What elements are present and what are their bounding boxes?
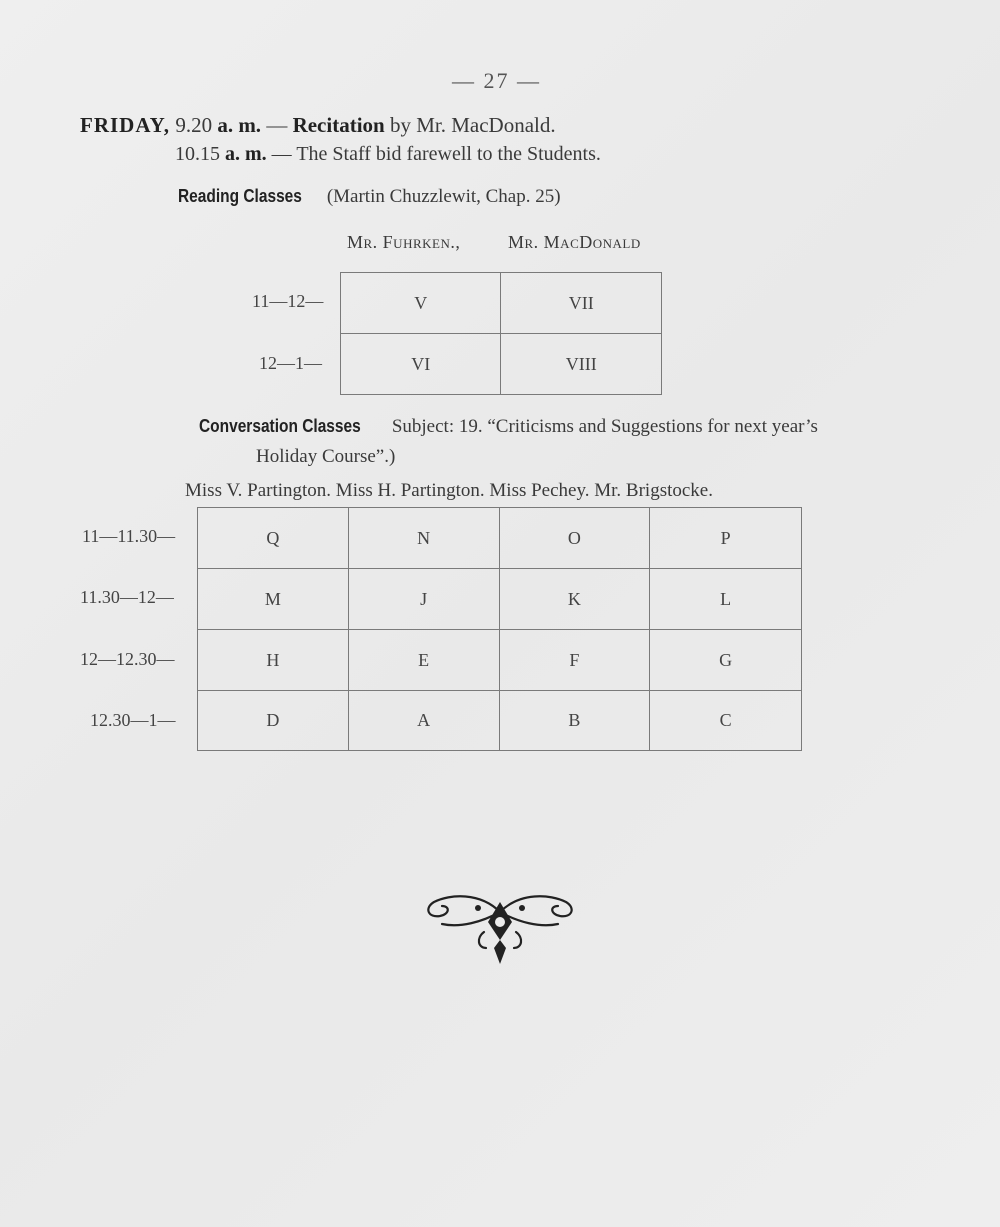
conversation-title: Conversation Classes	[199, 416, 361, 436]
conversation-classes-heading	[199, 416, 818, 438]
ampm-2: a. m.	[225, 143, 267, 165]
table-cell: A	[348, 691, 499, 751]
dash-1: —	[266, 113, 288, 137]
table-cell: E	[348, 630, 499, 691]
event-1-detail: by Mr. MacDonald.	[389, 113, 556, 137]
table-cell: Q	[198, 508, 349, 569]
table-cell: VIII	[501, 334, 662, 395]
reading-classes-table	[340, 272, 662, 395]
conversation-teachers: Miss V. Partington. Miss H. Partington. Miss Pechey. Mr. Brigstocke.	[185, 480, 713, 501]
table-cell: VI	[341, 334, 501, 395]
table-cell: P	[650, 508, 802, 569]
ampm-1: a. m.	[217, 113, 262, 137]
dash-2: —	[271, 143, 292, 165]
table-cell: J	[348, 569, 499, 630]
friday-line-1	[80, 113, 556, 138]
reading-classes-heading	[178, 186, 561, 208]
event-1-title: Recitation	[292, 113, 385, 137]
conversation-classes-table	[197, 507, 802, 751]
time-2: 10.15	[175, 143, 220, 165]
conv-time-4: 12.30—1—	[90, 710, 176, 730]
reading-subtitle: (Martin Chuzzlewit, Chap. 25)	[326, 186, 561, 207]
table-cell: M	[198, 569, 349, 630]
table-cell: D	[198, 691, 349, 751]
teacher-separator: ,	[455, 232, 460, 252]
table-cell: G	[650, 630, 802, 691]
reading-teacher-1	[347, 232, 460, 253]
page-number: — 27 —	[452, 68, 541, 93]
reading-time-1: 11—12—	[252, 291, 324, 311]
table-cell: L	[650, 569, 802, 630]
conversation-subject: Subject: 19. “Criticisms and Suggestions for next year’s	[391, 416, 818, 437]
day-label: FRIDAY,	[80, 113, 171, 137]
table-cell: N	[348, 508, 499, 569]
table-cell: VII	[501, 273, 662, 334]
conversation-subject-cont: Holiday Course”.)	[256, 446, 396, 467]
friday-line-2	[175, 143, 601, 166]
table-cell: K	[499, 569, 650, 630]
table-cell: B	[499, 691, 650, 751]
table-cell: F	[499, 630, 650, 691]
conv-time-1: 11—11.30—	[82, 526, 176, 546]
decorative-flourish-icon	[420, 882, 580, 972]
reading-time-2: 12—1—	[259, 353, 322, 373]
reading-title: Reading Classes	[178, 186, 302, 206]
table-cell: H	[198, 630, 349, 691]
conv-time-3: 12—12.30—	[80, 649, 175, 669]
table-cell: V	[341, 273, 501, 334]
conv-time-2: 11.30—12—	[80, 587, 174, 607]
time-1: 9.20	[175, 113, 213, 137]
table-cell: O	[499, 508, 650, 569]
table-cell: C	[650, 691, 802, 751]
teacher-fuhrken: Mr. Fuhrken.	[347, 232, 456, 252]
reading-teacher-2: Mr. MacDonald	[508, 232, 641, 252]
event-2: The Staff bid farewell to the Students.	[296, 143, 601, 165]
